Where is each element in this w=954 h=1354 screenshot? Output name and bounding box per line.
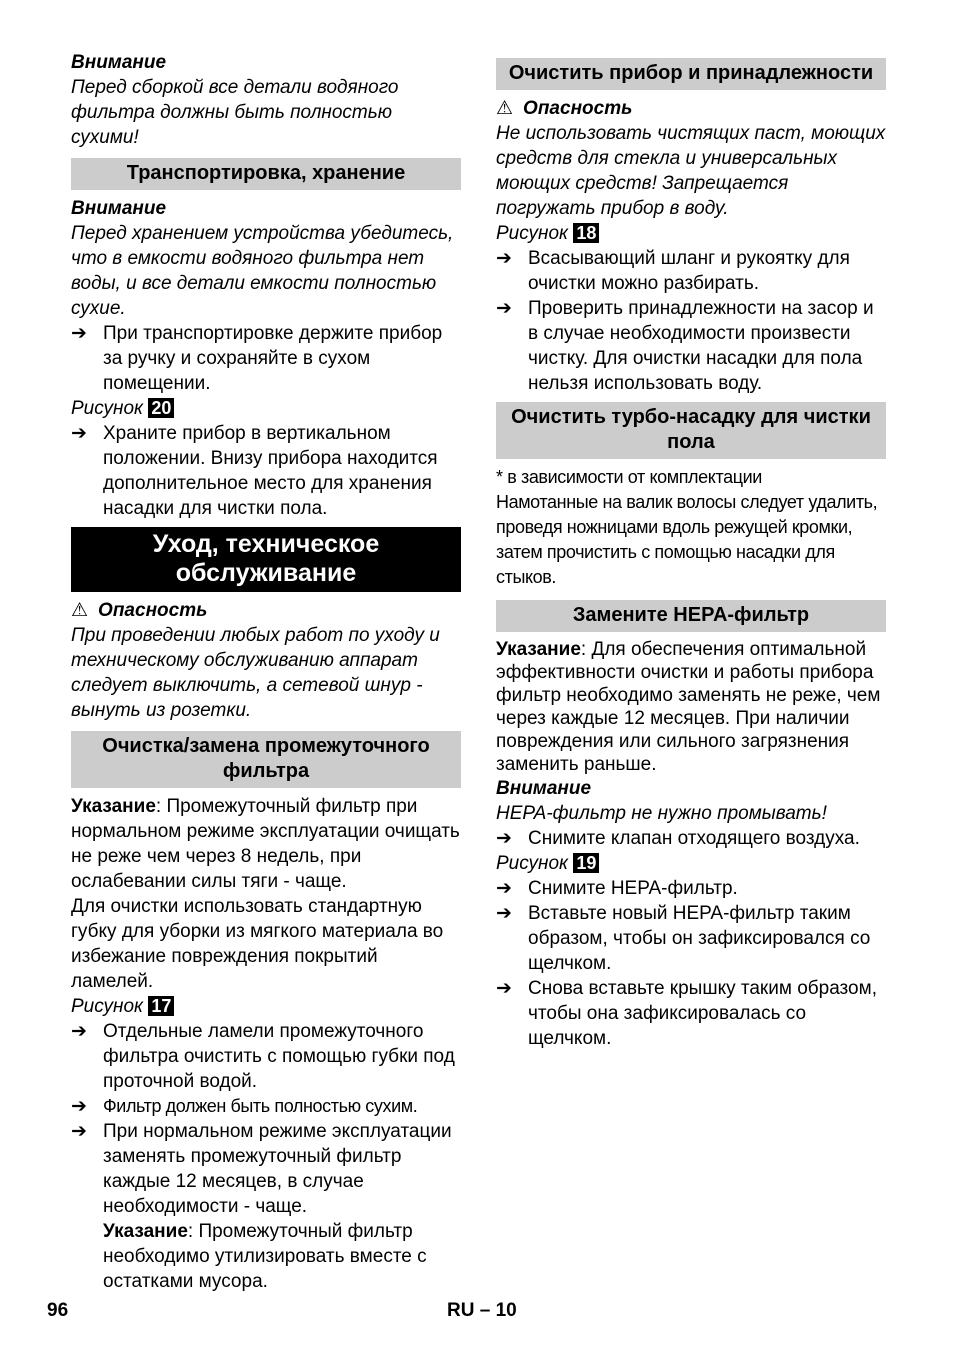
figure-reference <box>496 221 886 246</box>
note-label: Указание <box>71 796 156 817</box>
list-item-text: Фильтр должен быть полностью сухим. <box>103 1096 418 1116</box>
attention-text: HEPA-фильтр не нужно промывать! <box>496 803 827 824</box>
note-text: : Промежуточный фильтр необходимо утилизировать вместе с остатками мусора. <box>103 1221 427 1292</box>
list-item <box>496 901 886 976</box>
list-item-text: Проверить принадлежности на засор и в случае необходимости произвести чистку. Для очистки насадки для пола нельзя использовать воду. <box>528 298 874 394</box>
arrow-right-icon: ➔ <box>496 903 512 924</box>
arrow-right-icon: ➔ <box>71 1021 87 1042</box>
danger-heading <box>71 598 461 623</box>
note-label: Указание <box>496 639 581 660</box>
note-paragraph <box>71 794 461 894</box>
list-item-text: При нормальном режиме эксплуатации заменять промежуточный фильтр каждые 12 месяцев, в случае необходимости - чаще. <box>103 1121 452 1217</box>
list-item <box>71 421 461 521</box>
list-item <box>496 976 886 1051</box>
figure-label: Рисунок <box>496 853 569 874</box>
attention-label: Внимание <box>496 778 592 799</box>
attention-label: Внимание <box>71 198 167 219</box>
arrow-right-icon: ➔ <box>496 878 512 899</box>
list-item <box>71 321 461 396</box>
list-item <box>496 246 886 296</box>
list-item-text: Храните прибор в вертикальном положении. Внизу прибора находится дополнительное место для хранения насадки для чистки пола. <box>103 423 438 519</box>
page-number: 96 <box>47 1300 69 1321</box>
arrow-right-icon: ➔ <box>496 248 512 269</box>
list-item-text: При транспортировке держите прибор за ручку и сохраняйте в сухом помещении. <box>103 323 443 394</box>
right-column <box>496 54 886 1051</box>
list-item <box>496 296 886 396</box>
arrow-right-icon: ➔ <box>496 298 512 319</box>
footnote: * в зависимости от комплектации <box>496 467 762 487</box>
danger-text: Не использовать чистящих паст, моющих средств для стекла и универсальных моющих средств! Запрещается погружать прибор в воду. <box>496 123 886 219</box>
list-item-text: Снимите клапан отходящего воздуха. <box>528 828 860 849</box>
list-item-text: Снова вставьте крышку таким образом, чтобы она зафиксировалась со щелчком. <box>528 978 877 1049</box>
note-label: Указание <box>103 1221 188 1242</box>
left-column <box>71 50 461 1294</box>
warning-icon: ⚠ <box>496 98 514 119</box>
list-item <box>71 1019 461 1094</box>
figure-label: Рисунок <box>496 223 569 244</box>
list-item <box>71 1119 461 1219</box>
figure-reference <box>71 396 461 421</box>
language-page-indicator: RU – 10 <box>447 1300 517 1321</box>
warning-icon: ⚠ <box>71 600 89 621</box>
section-heading-filter: Очистка/замена промежуточного фильтра <box>71 731 461 788</box>
arrow-right-icon: ➔ <box>496 978 512 999</box>
arrow-right-icon: ➔ <box>71 323 87 344</box>
chapter-heading-care: Уход, техническое обслуживание <box>71 527 461 592</box>
figure-label: Рисунок <box>71 996 144 1017</box>
attention-text: Перед сборкой все детали водяного фильтра должны быть полностью сухими! <box>71 77 399 148</box>
list-item <box>71 1094 461 1119</box>
paragraph: Для очистки использовать стандартную губку для уборки из мягкого материала во избежание повреждения покрытий ламелей. <box>71 896 444 992</box>
section-heading-turbo: Очистить турбо-насадку для чистки пола <box>496 402 886 459</box>
danger-text: При проведении любых работ по уходу и техническому обслуживанию аппарат следует выключить, а сетевой шнур - вынуть из розетки. <box>71 625 440 721</box>
figure-number-badge: 18 <box>573 223 599 243</box>
list-item <box>496 826 886 851</box>
arrow-right-icon: ➔ <box>71 1121 87 1142</box>
arrow-right-icon: ➔ <box>71 1096 87 1117</box>
attention-text: Перед хранением устройства убедитесь, что в емкости водяного фильтра нет воды, и все детали емкости полностью сухие. <box>71 223 454 319</box>
note-text: : Промежуточный фильтр при нормальном режиме эксплуатации очищать не реже чем через 8 недель, при ослабевании силы тяги - чаще. <box>71 796 460 892</box>
danger-label: Опасность <box>523 98 633 119</box>
arrow-right-icon: ➔ <box>496 828 512 849</box>
danger-label: Опасность <box>98 600 208 621</box>
list-item-text: Вставьте новый HEPA-фильтр таким образом, чтобы он зафиксировался со щелчком. <box>528 903 871 974</box>
figure-number-badge: 19 <box>573 853 599 873</box>
section-heading-hepa: Замените HEPA-фильтр <box>496 600 886 632</box>
figure-number-badge: 17 <box>148 996 174 1016</box>
figure-reference <box>71 994 461 1019</box>
danger-heading <box>496 96 886 121</box>
arrow-right-icon: ➔ <box>71 423 87 444</box>
list-item-text: Снимите HEPA-фильтр. <box>528 878 738 899</box>
section-heading-transport: Транспортировка, хранение <box>71 158 461 190</box>
note-paragraph <box>71 1219 461 1294</box>
section-heading-clean: Очистить прибор и принадлежности <box>496 58 886 90</box>
paragraph: Намотанные на валик волосы следует удалить, проведя ножницами вдоль режущей кромки, затем прочистить с помощью насадки для стыков. <box>496 492 878 587</box>
figure-reference <box>496 851 886 876</box>
list-item <box>496 876 886 901</box>
note-text: : Для обеспечения оптимальной эффективности очистки и работы прибора фильтр необходимо заменять не реже, чем через каждые 12 месяцев. При наличии повреждения или сильного загрязнения заменить раньше. <box>496 639 881 775</box>
figure-number-badge: 20 <box>148 398 174 418</box>
list-item-text: Отдельные ламели промежуточного фильтра очистить с помощью губки под проточной водой. <box>103 1021 455 1092</box>
attention-label: Внимание <box>71 52 167 73</box>
note-paragraph <box>496 638 886 776</box>
list-item-text: Всасывающий шланг и рукоятку для очистки можно разбирать. <box>528 248 850 294</box>
figure-label: Рисунок <box>71 398 144 419</box>
